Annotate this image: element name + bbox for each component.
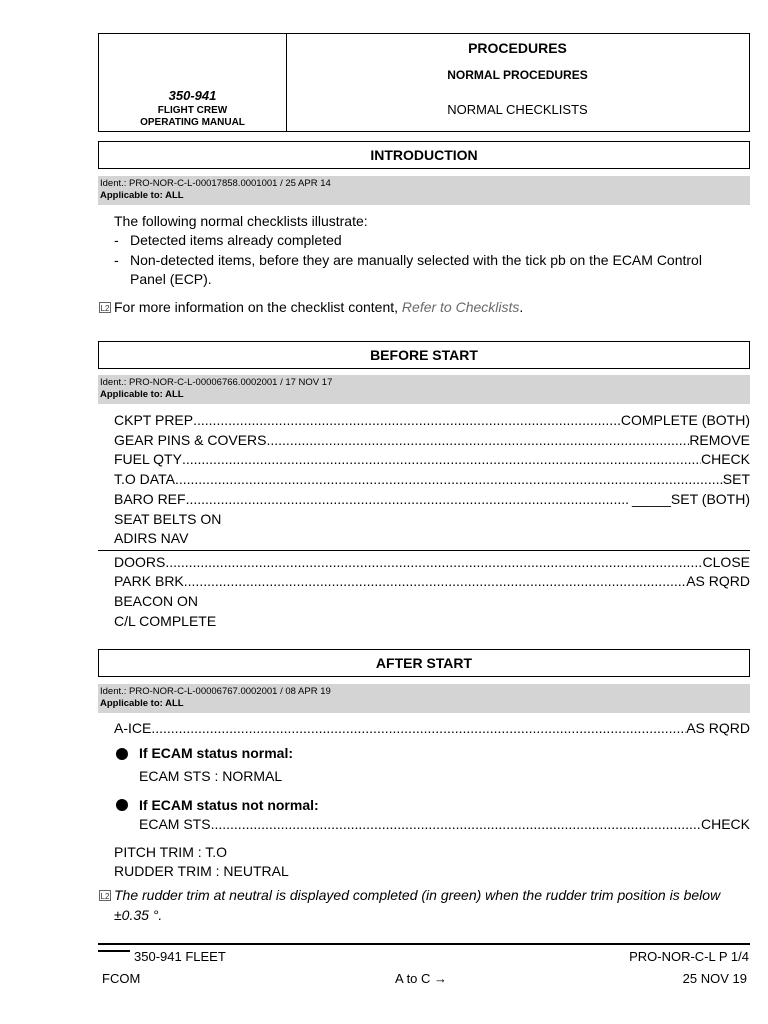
checklist-row-baro-ref [114,490,750,509]
ident-text: Ident.: PRO-NOR-C-L-00006766.0002001 / 17 NOV 17 [100,377,333,388]
intro-list-text: Detected items already completed [130,232,342,248]
dot-leader [186,490,629,509]
manual-name-line1: FLIGHT CREW [157,105,228,116]
header-title: PROCEDURES [468,40,567,56]
checklist-item: A-ICE [114,720,152,736]
footer-rule [98,943,750,945]
aircraft-model: 350-941 [168,88,217,103]
section-title-after-start: AFTER START [98,649,750,677]
checklist-value: CHECK [700,451,750,467]
intro-lead: The following normal checklists illustrate: [114,213,368,229]
checklist-row-a-ice [114,719,750,738]
section-title-before-start: BEFORE START [98,341,750,369]
dot-leader [151,719,686,738]
note-suffix: . [519,299,524,315]
dot-leader [175,470,723,489]
checklist-value: AS RQRD [686,573,750,589]
checklist-plain-item: BEACON ON [114,593,199,609]
bullet-icon [116,799,128,811]
footer-range: A to C → [395,971,448,986]
checklist-item: DOORS [114,554,166,570]
checklist-value: COMPLETE (BOTH) [620,412,750,428]
checklist-plain-item: SEAT BELTS ON [114,511,222,527]
applicable-text: Applicable to: ALL [100,698,184,709]
checklist-value: SET [722,471,750,487]
checklist-item: ECAM STS [139,816,211,832]
checklist-plain-item: RUDDER TRIM : NEUTRAL [114,863,289,879]
checklist-row-park-brk [114,572,750,591]
rudder-trim-note [99,886,720,905]
checklist-plain-item: ADIRS NAV [114,530,189,546]
checklist-value: CHECK [700,816,750,832]
ident-bar-before-start [98,375,750,404]
condition-ecam-normal: If ECAM status normal: [139,745,294,761]
checklist-value: REMOVE [689,432,750,448]
intro-note [99,298,523,317]
level-2-badge-icon: L2 [100,892,110,901]
page-header [98,33,750,132]
note-line1: The rudder trim at neutral is displayed completed (in green) when the rudder trim position is below [114,887,721,903]
checklist-item: GEAR PINS & COVERS [114,432,267,448]
note-prefix: For more information on the checklist content, [114,299,402,315]
checklist-row-doors [114,553,750,572]
dot-leader [182,450,701,469]
header-left-cell [99,34,287,131]
footer-fcom: FCOM [102,971,141,986]
header-subtitle: NORMAL PROCEDURES [447,68,588,82]
checklist-plain-item: C/L COMPLETE [114,613,217,629]
checklist-value: AS RQRD [686,720,750,736]
condition-ecam-not-normal: If ECAM status not normal: [139,797,319,813]
checklist-item: FUEL QTY [114,451,182,467]
applicable-text: Applicable to: ALL [100,190,184,201]
checklist-plain-item: ECAM STS : NORMAL [139,768,283,784]
checklist-row-fuel-qty [114,450,750,469]
checklist-value: _____SET (BOTH) [628,491,750,507]
checklist-divider [98,550,750,551]
checklist-row-ecam-sts [139,815,750,834]
intro-list-text: Non-detected items, before they are manually selected with the tick pb on the ECAM Control Panel (ECP). [130,252,702,287]
dash-marker: - [114,252,119,268]
checklist-item: CKPT PREP [114,412,194,428]
applicable-text: Applicable to: ALL [100,389,184,400]
footer-date: 25 NOV 19 [682,971,747,986]
dot-leader [184,572,686,591]
dash-marker: - [114,232,119,248]
note-line2: ±0.35 °. [114,907,163,923]
bullet-icon [116,748,128,760]
checklist-row-ckpt-prep [114,411,750,430]
checklist-value: CLOSE [702,554,750,570]
checklist-item: BARO REF [114,491,186,507]
checklist-row-gear-pins [114,431,750,450]
checklist-row-to-data [114,470,750,489]
level-2-badge-icon: L2 [100,304,110,313]
checklist-item: T.O DATA [114,471,175,487]
dot-leader [211,815,701,834]
checklist-item: PARK BRK [114,573,184,589]
manual-name-line2: OPERATING MANUAL [140,117,245,128]
section-title-introduction: INTRODUCTION [98,141,750,169]
ident-text: Ident.: PRO-NOR-C-L-00017858.0001001 / 25 APR 14 [100,178,331,189]
footer-tick [98,950,130,952]
dot-leader [165,553,702,572]
header-section: NORMAL CHECKLISTS [447,102,588,117]
footer-fleet: 350-941 FLEET [134,949,226,964]
ident-text: Ident.: PRO-NOR-C-L-00006767.0002001 / 08 APR 19 [100,686,331,697]
footer-page: PRO-NOR-C-L P 1/4 [629,949,749,964]
ident-bar-after-start [98,684,750,713]
dot-leader [193,411,621,430]
dot-leader [266,431,689,450]
refer-to-checklists-link[interactable]: Refer to Checklists [401,299,520,315]
ident-bar-introduction [98,176,750,205]
checklist-plain-item: PITCH TRIM : T.O [114,844,228,860]
